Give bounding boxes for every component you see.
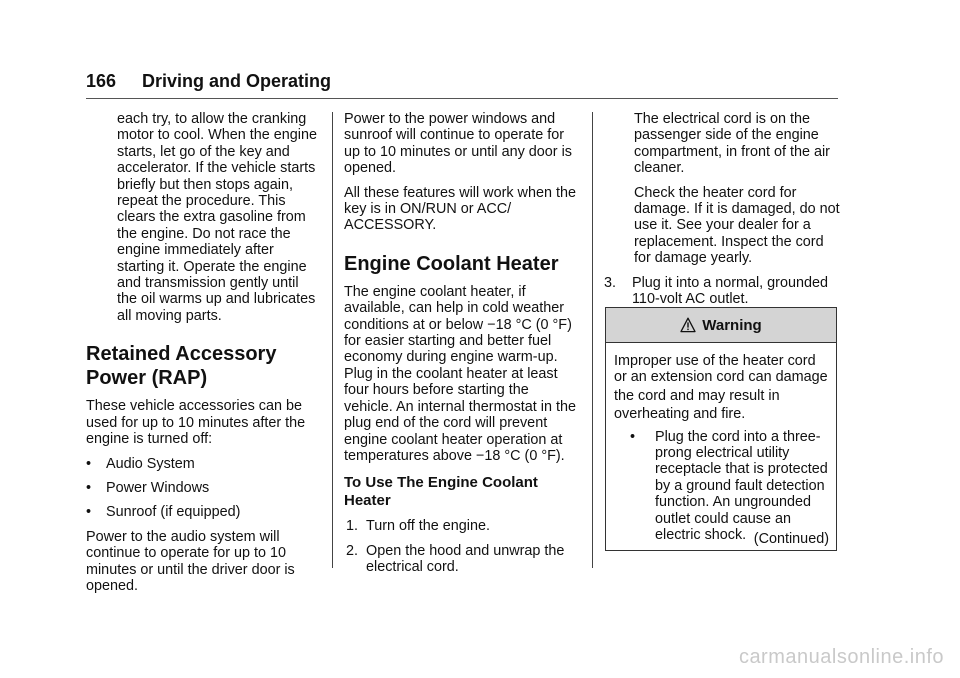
list-item-text: Power Windows: [106, 479, 210, 496]
rap-heading-line2: Power (RAP): [86, 367, 208, 390]
list-item-text: Sunroof (if equipped): [106, 504, 241, 521]
warning-header: [606, 308, 836, 343]
warning-text-line1: Improper use of the heater cord or an extension cord can damage: [614, 353, 828, 386]
warning-text-line2: the cord and may result in: [614, 387, 780, 404]
warning-text-line3: overheating and fire.: [614, 406, 746, 423]
coolant-heater-heading: Engine Coolant Heater: [344, 252, 559, 275]
column-divider-1: [332, 112, 333, 568]
list-item: [86, 480, 322, 496]
step-item: [604, 275, 840, 308]
bullet-mark: •: [86, 455, 92, 472]
rap-heading: [86, 342, 322, 390]
page-header: [86, 71, 838, 99]
warning-list-item-text: Plug the cord into a three-prong electrical utility receptacle that is protected by a ground fault detection function. An ungrounded outlet could cause an electric shock.: [655, 428, 828, 544]
rap-paragraph-4: All these features will work when the key is in ON/RUN or ACC/ ACCESSORY.: [344, 184, 576, 234]
warning-icon: [680, 317, 696, 333]
watermark: carmanualsonline.info: [738, 646, 944, 668]
warning-box: [605, 307, 837, 551]
step-number: 3.: [604, 274, 617, 291]
coolant-heater-paragraph: The engine coolant heater, if available, can help in cold weather conditions at or below −18 °C (0 °F) for easier starting and better fuel economy during engine warm-up. Plug in the coolant heater at least four hours before starting the vehicle. An internal thermostat in the plug end of the cord will prevent engine coolant heater operation at temperatures above −18 °C (0 °F).: [344, 283, 576, 464]
list-item-text: Audio System: [106, 455, 195, 472]
step-text: Turn off the engine.: [366, 518, 491, 535]
step-item: [344, 543, 580, 576]
warning-title: Warning: [702, 316, 762, 334]
step-text: Open the hood and unwrap the electrical cord.: [366, 542, 565, 576]
column-1: [86, 111, 322, 602]
use-heater-subheading: [344, 474, 580, 510]
cord-check-paragraph: Check the heater cord for damage. If it is damaged, do not use it. See your dealer for a replacement. Inspect the cord for damage yearly.: [634, 184, 840, 267]
continued-label: (Continued): [753, 531, 829, 547]
list-item: [86, 504, 322, 520]
warning-body: [606, 343, 836, 543]
intro-paragraph: each try, to allow the cranking motor to cool. When the engine starts, let go of the key and accelerator. If the vehicle starts briefly but then stops again, repeat the procedure. This clears the extra gasoline from the engine. Do not race the engine immediately after starting it. Operate the engine and transmission gently until the oil warms up and lubricates all moving parts.: [117, 111, 317, 324]
bullet-mark: •: [630, 428, 636, 445]
cord-location-paragraph: The electrical cord is on the passenger side of the engine compartment, in front of the air cleaner.: [634, 111, 830, 177]
bullet-mark: •: [86, 504, 92, 521]
rap-paragraph-1: These vehicle accessories can be used for up to 10 minutes after the engine is turned off:: [86, 398, 306, 448]
step-number: 2.: [346, 542, 359, 559]
step-text: Plug it into a normal, grounded 110-volt AC outlet.: [632, 274, 828, 308]
header-rule: [86, 98, 838, 99]
bullet-mark: •: [86, 479, 92, 496]
rap-paragraph-2: Power to the audio system will continue to operate for up to 10 minutes or until the driver door is opened.: [86, 528, 295, 594]
page-number: 166: [86, 71, 117, 91]
use-heater-subheading-line1: To Use The Engine Coolant: [344, 474, 538, 492]
list-item: [86, 456, 322, 472]
step-number: 1.: [346, 518, 359, 535]
use-heater-subheading-line2: Heater: [344, 492, 391, 510]
step-item: [344, 518, 580, 534]
column-divider-2: [592, 112, 593, 568]
rap-heading-line1: Retained Accessory: [86, 343, 277, 366]
rap-paragraph-3: Power to the power windows and sunroof will continue to operate for up to 10 minutes or until any door is opened.: [344, 111, 572, 177]
warning-list-item: [614, 429, 828, 544]
column-2: [344, 111, 580, 584]
column-3: [604, 111, 840, 315]
section-title: Driving and Operating: [142, 71, 332, 91]
